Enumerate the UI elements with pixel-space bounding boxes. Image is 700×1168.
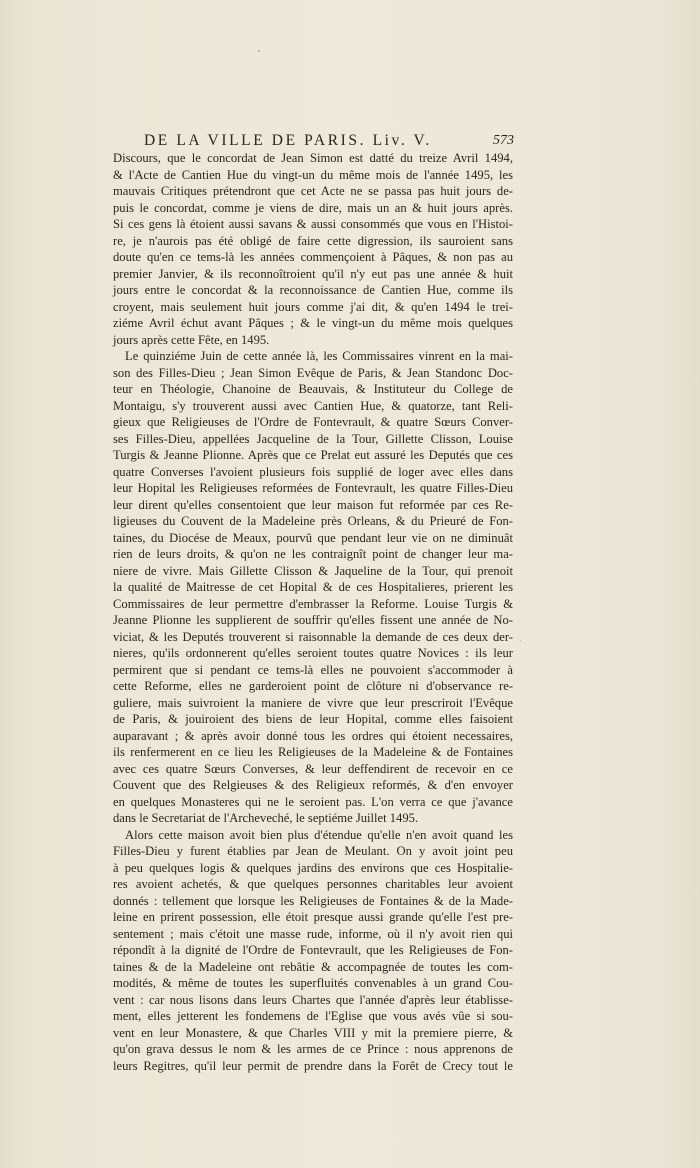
text-line: permirent que si pendant ce tems-là elles ne pouvoient s'accommoder à: [113, 662, 513, 677]
text-line: premier Janvier, & ils reconnoîtroient qu'il n'y eut pas une année & huit: [113, 266, 513, 281]
text-line: rien de leurs droits, & qu'on ne les contraignît point de changer leur ma-: [113, 547, 513, 561]
text-line: croyent, mais seulement huit jours comme j'ai dit, & qu'en 1494 le trei-: [113, 299, 513, 314]
text-line: à peu quelques logis & quelques jardins des environs que ces Hospitalie-: [113, 860, 513, 875]
text-line: viciat, & les Deputés trouverent si raisonnable la demande de ces deux der-: [113, 629, 513, 644]
text-line: ment, elles jetterent les fondemens de l'Eglise que vous avés vûe si sou-: [113, 1009, 513, 1023]
text-line: répondît à la dignité de l'Ordre de Fontevrault, que les Religieuses de Fon-: [113, 943, 513, 957]
text-line: ses Filles-Dieu, appellées Jacqueline de la Tour, Gillette Clisson, Louise: [113, 431, 513, 446]
text-line: Couvent que des Relgieuses & des Religieux reformés, & d'en envoyer: [113, 778, 513, 792]
text-line: Commissaires de leur permettre d'embrasser la Reforme. Louise Turgis &: [113, 596, 513, 611]
text-line: vent : car nous lisons dans leurs Chartes que l'année d'après leur établisse-: [113, 992, 513, 1007]
text-line: res avoient achetés, & que quelques personnes charitables leur avoient: [113, 877, 513, 891]
text-line: taines & de la Madeleine ont rebâtie & accompagnée de toutes les com-: [113, 959, 513, 974]
text-line: jours entre le concordat & la reconnoissance de Cantien Hue, comme ils: [113, 283, 513, 297]
text-line: ligieuses du Couvent de la Madeleine près Orleans, & du Prieuré de Fon-: [113, 514, 513, 528]
text-line: teur en Théologie, Chanoine de Beauvais, & Instituteur du College de: [113, 382, 513, 396]
text-line: cette Reforme, elles ne garderoient point de clôture ni d'observance re-: [113, 679, 513, 693]
text-line: Alors cette maison avoit bien plus d'étendue qu'elle n'en avoit quand les: [125, 827, 513, 842]
paper-speck: [258, 50, 260, 52]
text-line: quatre Converses l'avoient plusieurs fois supplié de loger avec elles dans: [113, 464, 513, 479]
text-line: nieres, qu'ils ordonnerent qu'elles seroient toutes quatre Novices : ils leur: [113, 646, 513, 660]
text-line: la qualité de Maitresse de cet Hopital & de ces Hospitalieres, prierent les: [113, 580, 513, 594]
text-line: Filles-Dieu y furent établies par Jean de Meulant. On y avoit joint peu: [113, 844, 513, 858]
text-line: donnés : tellement que lorsque les Religieuses de Fontaines & de la Made-: [113, 893, 513, 908]
text-line: taines, du Diocése de Meaux, pourvû que pendant leur vie on ne diminuât: [113, 530, 513, 545]
text-line: Discours, que le concordat de Jean Simon est datté du treize Avril 1494,: [113, 151, 513, 165]
text-line: Jeanne Plionne les supplierent de souffrir qu'elles fissent une année de No-: [113, 613, 513, 627]
text-line: dans le Secretariat de l'Archeveché, le septiéme Juillet 1495.: [113, 811, 419, 825]
text-line: & l'Acte de Cantien Hue du vingt-un du même mois de l'année 1495, les: [113, 167, 513, 182]
text-line: modités, & même de toutes les superfluités convenables à un grand Cou-: [113, 976, 513, 990]
text-line: leur dirent qu'elles consentoient que leur maison fut reformée par ces Re-: [113, 497, 513, 512]
text-line: de Paris, & jouiroient des biens de leur Hopital, comme elles faisoient: [113, 712, 513, 726]
text-line: guliere, mais suivroient la maniere de vivre que leur prescriroit l'Evêque: [113, 695, 513, 710]
text-line: Le quinziéme Juin de cette année là, les Commissaires vinrent en la mai-: [125, 349, 513, 363]
text-line: puis le concordat, comme je viens de dire, mais un an & huit jours après.: [113, 200, 513, 215]
text-line: Turgis & Jeanne Plionne. Après que ce Prelat eut assuré les Deputés que ces: [113, 448, 513, 462]
text-line: qu'on grava dessus le nom & les armes de ce Prince : nous apprenons de: [113, 1042, 513, 1056]
text-line: niere de vivre. Mais Gillette Clisson & Jaqueline de la Tour, qui prenoit: [113, 563, 513, 578]
text-line: re, je n'aurois pas été obligé de faire cette digression, ils sauroient sans: [113, 233, 513, 248]
text-line: en quelques Monasteres qui ne le seroient pas. L'on verra ce que j'avance: [113, 794, 513, 809]
page-number: 573: [493, 133, 514, 148]
running-title: DE LA VILLE DE PARIS. Liv. V.: [144, 132, 432, 149]
text-line: gieux que Religieuses de l'Ordre de Fontevrault, & quatre Sœurs Conver-: [113, 415, 513, 429]
text-line: leur Hopital les Religieuses reformées de Fontevrault, les quatre Filles-Dieu: [113, 481, 513, 495]
text-line: leurs Regitres, qu'il leur permit de prendre dans la Forêt de Crecy tout le: [113, 1058, 513, 1073]
text-line: jours après cette Fête, en 1495.: [113, 332, 270, 347]
text-line: auparavant ; & après avoir donné tous les ordres qui étoient necessaires,: [113, 728, 513, 743]
text-line: leine en prirent possession, elle étoit presque aussi grande qu'elle l'est pre-: [113, 910, 513, 924]
text-line: ziéme Avril échut avant Pâques ; & le vingt-un du même mois quelques: [113, 316, 513, 330]
text-line: Montaigu, s'y trouverent aussi avec Cantien Hue, & quatorze, tant Reli-: [113, 398, 513, 413]
body-text: [113, 150, 513, 1074]
text-line: doute qu'en ce tems-là les années commençoient à Pâques, & non pas au: [113, 250, 513, 264]
text-line: avec ces quatre Sœurs Converses, & leur deffendirent de recevoir en ce: [113, 761, 513, 776]
text-line: son des Filles-Dieu ; Jean Simon Evêque de Paris, & Jean Standonc Doc-: [113, 365, 513, 380]
text-line: vent en leur Monastere, & que Charles VIII y mit la premiere pierre, &: [113, 1025, 513, 1040]
paper-speck: [520, 640, 521, 641]
text-line: ils renfermerent en ce lieu les Religieuses de la Madeleine & de Fontaines: [113, 745, 513, 759]
text-line: mauvais Critiques prétendront que cet Acte ne se passa pas huit jours de-: [113, 184, 513, 198]
text-line: sentement ; mais c'étoit une masse rude, informe, où il n'y avoit rien qui: [113, 926, 513, 941]
text-line: Si ces gens là étoient aussi savans & aussi consommés que vous en l'Histoi-: [113, 217, 513, 231]
